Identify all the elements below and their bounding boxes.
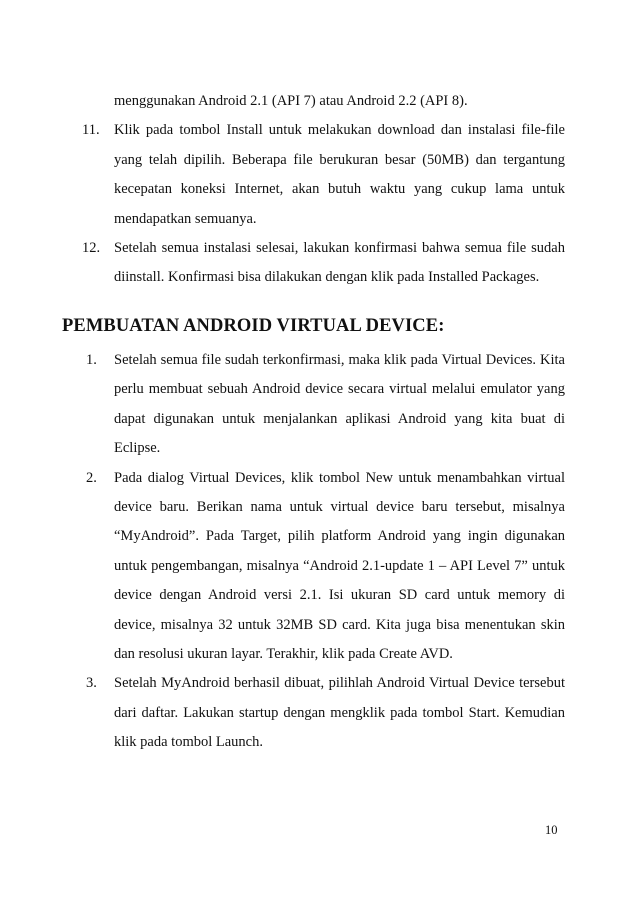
list-item-number: 3. (86, 675, 97, 692)
section-installation (60, 87, 565, 293)
install-steps-list (60, 116, 565, 292)
list-item-number: 2. (86, 469, 97, 486)
list-item-number: 12. (82, 240, 101, 257)
list-item (60, 669, 565, 757)
section-virtual-device (60, 346, 565, 758)
list-item (60, 346, 565, 464)
list-item-text: Klik pada tombol Install untuk melakukan download dan instalasi file-file yang telah dipilih. Beberapa file berukuran besar (50MB) dan tergantung kecepatan koneksi Internet, akan butuh waktu yang cukup lama untuk mendapatkan semuanya. (114, 122, 565, 227)
list-item (60, 116, 565, 234)
list-item-number: 1. (86, 352, 97, 368)
continued-item-text: menggunakan Android 2.1 (API 7) atau Android 2.2 (API 8). (114, 93, 468, 109)
virtual-device-steps-list (60, 346, 565, 758)
list-item (60, 464, 565, 670)
list-item-text: Pada dialog Virtual Devices, klik tombol New untuk menambahkan virtual device baru. Berikan nama untuk virtual device baru tersebut, misalnya “MyAndroid”. Pada Target, pilih platform Android yang ingin digunakan untuk pengembangan, misalnya “Android 2.1-update 1 – API Level 7” untuk device dengan Android versi 2.1. Isi ukuran SD card untuk memory di device, misalnya 32 untuk 32MB SD card. Kita juga bisa menentukan skin dan resolusi ukuran layar. Terakhir, klik pada Create AVD. (114, 469, 565, 663)
list-item-text: Setelah semua file sudah terkonfirmasi, maka klik pada Virtual Devices. Kita perlu membuat sebuah Android device secara virtual melalui emulator yang dapat digunakan untuk menjalankan aplikasi Android yang kita buat di Eclipse. (114, 352, 565, 457)
section-heading: PEMBUATAN ANDROID VIRTUAL DEVICE: (62, 316, 445, 336)
list-item-number: 11. (82, 122, 100, 139)
list-item-text: Setelah semua instalasi selesai, lakukan konfirmasi bahwa semua file sudah diinstall. Konfirmasi bisa dilakukan dengan klik pada Installed Packages. (114, 240, 565, 286)
list-item (60, 234, 565, 293)
list-item-text: Setelah MyAndroid berhasil dibuat, pilihlah Android Virtual Device tersebut dari daftar. Lakukan startup dengan mengklik pada tombol Start. Kemudian klik pada tombol Launch. (114, 675, 565, 751)
page-number: 10 (545, 823, 558, 837)
